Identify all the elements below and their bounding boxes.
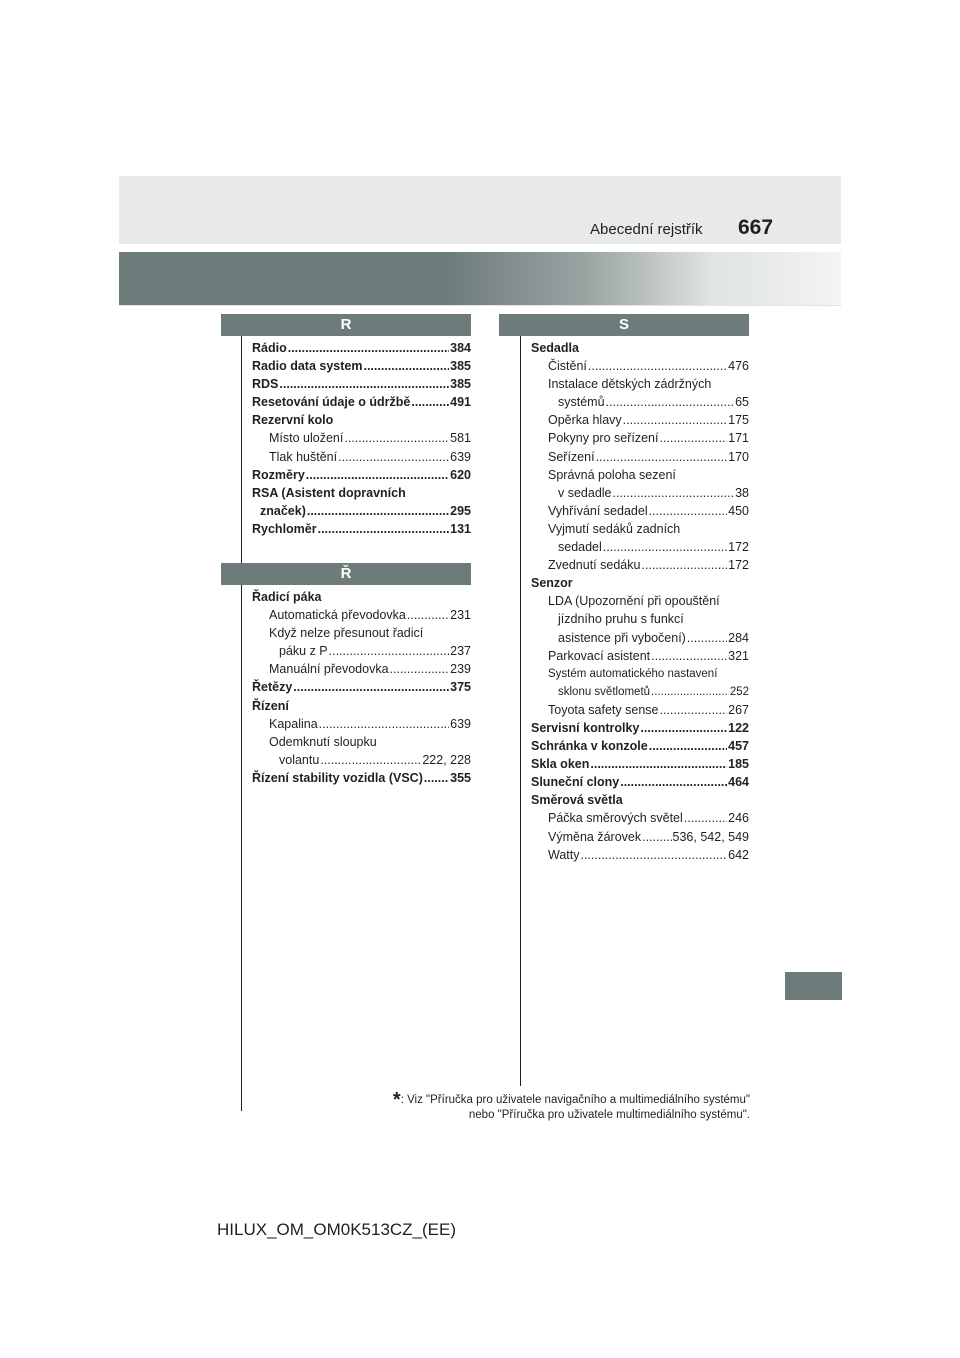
entry-text: Čistění bbox=[548, 359, 587, 374]
index-subentry-continued bbox=[252, 642, 471, 660]
index-subentry bbox=[531, 828, 749, 846]
index-subentry bbox=[531, 502, 749, 520]
entry-page: 122 bbox=[728, 720, 749, 735]
header-bar bbox=[119, 176, 841, 244]
entry-page: 385 bbox=[450, 359, 471, 374]
index-heading: Sedadla bbox=[531, 341, 579, 355]
header-band bbox=[119, 252, 841, 305]
entry-text: Vyhřívání sedadel bbox=[548, 503, 648, 518]
index-subentry bbox=[531, 357, 749, 375]
entry-page: 385 bbox=[450, 377, 471, 392]
index-subentry: Instalace dětských zádržných bbox=[548, 377, 712, 392]
entry-page: 170 bbox=[728, 449, 749, 464]
entry-page: 321 bbox=[728, 648, 749, 663]
entry-page: 267 bbox=[728, 702, 749, 717]
index-subentry-continued bbox=[531, 538, 749, 556]
index-heading: Řadicí páka bbox=[252, 590, 322, 604]
entry-page: 375 bbox=[450, 680, 471, 695]
index-subentry: Když nelze přesunout řadicí bbox=[269, 626, 424, 641]
index-entry bbox=[252, 339, 471, 357]
entry-text: RDS bbox=[252, 377, 279, 392]
entry-text: Řízení stability vozidla (VSC) bbox=[252, 770, 423, 785]
index-entry bbox=[531, 719, 749, 737]
index-subentry bbox=[531, 846, 749, 864]
entry-page: 231 bbox=[450, 608, 471, 623]
entry-text: Watty bbox=[548, 847, 580, 862]
index-subentry-continued: jízdního pruhu s funkcí bbox=[558, 612, 684, 627]
index-entry bbox=[252, 357, 471, 375]
index-subentry bbox=[252, 606, 471, 624]
document-id: HILUX_OM_OM0K513CZ_(EE) bbox=[217, 1220, 457, 1239]
entry-page: 639 bbox=[450, 449, 471, 464]
index-entry bbox=[531, 755, 749, 773]
entry-text: Rozměry bbox=[252, 467, 305, 482]
entry-page: 172 bbox=[728, 540, 749, 555]
entry-text: Kapalina bbox=[269, 716, 318, 731]
index-subentry bbox=[531, 701, 749, 719]
index-subentry bbox=[252, 448, 471, 466]
index-subentry bbox=[531, 556, 749, 574]
entry-page: 175 bbox=[728, 413, 749, 428]
entry-page: 284 bbox=[728, 630, 749, 645]
entry-text: systémů bbox=[558, 395, 605, 410]
entry-page: 355 bbox=[450, 770, 471, 785]
index-subentry: Odemknutí sloupku bbox=[269, 734, 377, 749]
index-subentry bbox=[531, 809, 749, 827]
entry-text: Pokyny pro seřízení bbox=[548, 431, 659, 446]
entry-text: Skla oken bbox=[531, 757, 590, 772]
index-subentry: Systém automatického nastavení bbox=[548, 667, 718, 680]
entry-page: 384 bbox=[450, 341, 471, 355]
entry-page: 222, 228 bbox=[422, 752, 471, 767]
entry-text: Rychloměr bbox=[252, 521, 317, 536]
header-title: Abecední rejstřík bbox=[590, 221, 703, 238]
column-rule-left bbox=[241, 335, 242, 1111]
entry-text: Řetězy bbox=[252, 680, 293, 695]
entry-text: Místo uložení bbox=[269, 431, 344, 446]
entry-page: 131 bbox=[450, 521, 471, 536]
footnote-marker: * bbox=[392, 1089, 401, 1111]
entry-text: Rádio bbox=[252, 341, 287, 355]
index-subentry bbox=[252, 660, 471, 678]
index-entry bbox=[531, 773, 749, 791]
entry-text: Resetování údaje o údržbě bbox=[252, 395, 411, 410]
entry-text: Schránka v konzole bbox=[531, 739, 648, 754]
index-subentry-continued bbox=[252, 751, 471, 769]
index-heading: Rezervní kolo bbox=[252, 413, 334, 428]
entry-page: 581 bbox=[450, 431, 471, 446]
index-entry bbox=[252, 678, 471, 696]
entry-page: 450 bbox=[728, 503, 749, 518]
entry-page: 620 bbox=[450, 467, 471, 482]
entry-text: Manuální převodovka bbox=[269, 662, 389, 677]
footnote-line-2: nebo "Příručka pro uživatele multimediálního systému". bbox=[468, 1108, 750, 1121]
index-subentry bbox=[531, 448, 749, 466]
index-entry bbox=[252, 375, 471, 393]
entry-text: Sluneční clony bbox=[531, 775, 620, 790]
entry-text: asistence při vybočení) bbox=[558, 630, 686, 645]
entry-page: 295 bbox=[450, 503, 471, 518]
entry-text: značek) bbox=[260, 503, 306, 518]
entry-text: volantu bbox=[279, 752, 320, 767]
index-column-rcaron bbox=[252, 588, 471, 787]
divider bbox=[119, 305, 841, 306]
entry-text: Výměna žárovek bbox=[548, 829, 642, 844]
index-subentry-continued bbox=[531, 484, 749, 502]
entry-page: 639 bbox=[450, 716, 471, 731]
index-subentry bbox=[531, 411, 749, 429]
index-entry bbox=[252, 466, 471, 484]
entry-text: Páčka směrových světel bbox=[548, 811, 683, 826]
entry-text: Radio data system bbox=[252, 359, 363, 374]
index-subentry bbox=[531, 429, 749, 447]
entry-text: Servisní kontrolky bbox=[531, 720, 640, 735]
entry-page: 642 bbox=[728, 847, 749, 862]
entry-page: 38 bbox=[735, 485, 749, 500]
index-entry-continued bbox=[252, 502, 471, 520]
entry-text: Seřízení bbox=[548, 449, 595, 464]
index-entry bbox=[252, 393, 471, 411]
index-heading: RSA (Asistent dopravních bbox=[252, 485, 406, 500]
index-subentry: Vyjmutí sedáků zadních bbox=[548, 521, 681, 536]
entry-text: páku z P bbox=[279, 644, 328, 659]
entry-page: 246 bbox=[728, 811, 749, 826]
index-heading: Senzor bbox=[531, 576, 573, 591]
entry-text: Opěrka hlavy bbox=[548, 413, 622, 428]
column-rule-middle bbox=[520, 335, 521, 1086]
entry-page: 239 bbox=[450, 662, 471, 677]
entry-text: Parkovací asistent bbox=[548, 648, 651, 663]
index-subentry: Správná poloha sezení bbox=[548, 467, 676, 482]
footnote bbox=[392, 1089, 750, 1122]
entry-text: sklonu světlometů bbox=[558, 685, 651, 698]
section-header-s: S bbox=[499, 314, 749, 336]
entry-page: 536, 542, 549 bbox=[672, 829, 749, 844]
entry-page: 172 bbox=[728, 558, 749, 573]
index-entry bbox=[531, 737, 749, 755]
index-subentry bbox=[531, 647, 749, 665]
entry-page: 237 bbox=[450, 644, 471, 659]
index-entry bbox=[252, 769, 471, 787]
entry-text: Zvednutí sedáku bbox=[548, 558, 641, 573]
entry-text: Automatická převodovka bbox=[269, 608, 406, 623]
entry-page: 65 bbox=[735, 395, 749, 410]
index-subentry-continued bbox=[531, 629, 749, 647]
entry-page: 464 bbox=[728, 775, 749, 790]
section-header-r: R bbox=[221, 314, 471, 336]
entry-page: 491 bbox=[450, 395, 471, 410]
footnote-line-1: : Viz "Příručka pro uživatele navigačního a multimediálního systému" bbox=[400, 1094, 750, 1106]
index-subentry bbox=[252, 715, 471, 733]
index-subentry bbox=[252, 429, 471, 447]
index-column-s bbox=[531, 339, 749, 864]
index-heading: Směrová světla bbox=[531, 793, 623, 808]
entry-page: 171 bbox=[728, 431, 749, 446]
entry-page: 476 bbox=[728, 359, 749, 374]
entry-text: v sedadle bbox=[558, 485, 612, 500]
index-subentry: LDA (Upozornění při opouštění bbox=[548, 594, 720, 609]
index-column-r bbox=[252, 339, 471, 538]
entry-page: 252 bbox=[729, 685, 749, 698]
entry-page: 185 bbox=[728, 757, 749, 772]
entry-text: sedadel bbox=[558, 540, 602, 555]
index-entry bbox=[252, 520, 471, 538]
entry-text: Toyota safety sense bbox=[548, 702, 659, 717]
page-number: 667 bbox=[738, 216, 774, 239]
entry-page: 457 bbox=[728, 739, 749, 754]
index-heading: Řízení bbox=[252, 698, 289, 713]
entry-text: Tlak huštění bbox=[269, 449, 338, 464]
chapter-tab bbox=[785, 972, 842, 1000]
section-header-rcaron: Ř bbox=[221, 563, 471, 585]
index-subentry-continued bbox=[531, 683, 749, 701]
index-subentry-continued bbox=[531, 393, 749, 411]
